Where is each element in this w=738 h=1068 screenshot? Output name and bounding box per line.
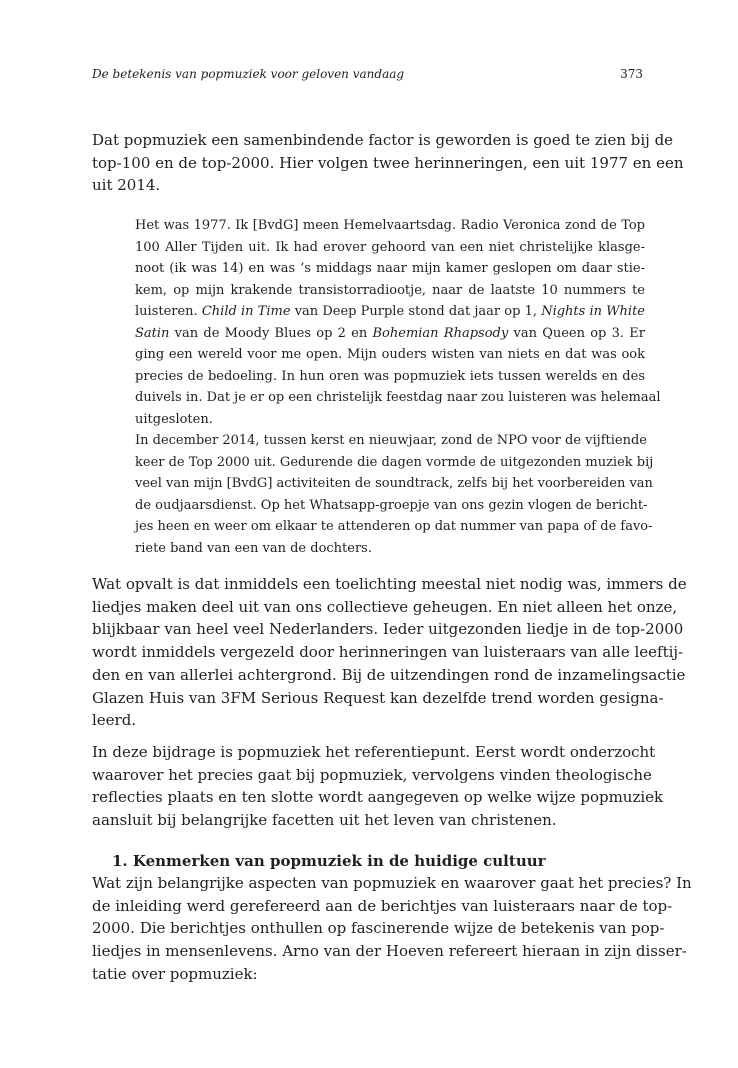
section-heading: 1. Kenmerken van popmuziek in de huidige cultuur [112, 852, 546, 870]
text-line: blijkbaar van heel veel Nederlanders. Ieder uitgezonden liedje in de top-2000 [92, 620, 684, 639]
quote-text: luisteren. [135, 304, 202, 319]
text-line: waarover het precies gaat bij popmuziek, vervolgens vinden theologische [92, 765, 652, 784]
text-line: aansluit bij belangrijke facetten uit het leven van christenen. [92, 811, 557, 830]
block-quote [135, 215, 661, 559]
quote-line: Het was 1977. Ik [BvdG] meen Hemelvaartsdag. Radio Veronica zond de Top [135, 218, 645, 233]
quote-line: In december 2014, tussen kerst en nieuwjaar, zond de NPO voor de vijftiende [135, 433, 647, 448]
song-title-nights-in-white-satin: Nights in White [541, 304, 645, 319]
paragraph-3 [92, 741, 664, 832]
quote-line: de oudjaarsdienst. Op het Whatsapp-groepje van ons gezin vlogen de bericht- [135, 497, 648, 513]
paragraph-4 [92, 872, 692, 986]
quote-line: precies de bedoeling. In hun oren was popmuziek iets tussen werelds en des [135, 368, 645, 384]
text-line: uit 2014. [92, 176, 161, 195]
quote-line: keer de Top 2000 uit. Gedurende die dagen vormde de uitgezonden muziek bij [135, 454, 654, 470]
quote-line: noot (ik was 14) en was ‘s middags naar mijn kamer geslopen om daar stie- [135, 261, 645, 276]
quote-text: van Queen op 3. Er [508, 325, 645, 341]
text-line: liedjes in mensenlevens. Arno van der Hoeven refereert hieraan in zijn disser- [92, 942, 687, 961]
running-head [92, 66, 645, 82]
text-line: Wat opvalt is dat inmiddels een toelichting meestal niet nodig was, immers de [92, 575, 687, 593]
song-title-child-in-time: Child in Time [201, 304, 291, 319]
text-line: wordt inmiddels vergezeld door herinneringen van luisteraars van alle leeftij- [92, 643, 684, 662]
song-title-satin: Satin [135, 325, 170, 341]
paragraph-2 [92, 573, 687, 732]
quote-text: van Deep Purple stond dat jaar op 1, [290, 304, 542, 319]
text-line: 2000. Die berichtjes onthullen op fascinerende wijze de betekenis van pop- [92, 919, 665, 938]
text-line: liedjes maken deel uit van ons collectieve geheugen. En niet alleen het onze, [92, 597, 678, 616]
quote-line: kem, op mijn krakende transistorradiootje, naar de laatste 10 nummers te [135, 282, 645, 298]
quote-line [135, 323, 645, 345]
running-title: De betekenis van popmuziek voor geloven vandaag [92, 67, 405, 81]
text-line: leerd. [92, 711, 137, 730]
text-line: In deze bijdrage is popmuziek het referentiepunt. Eerst wordt onderzocht [92, 743, 656, 761]
text-line: de inleiding werd gerefereerd aan de berichtjes van luisteraars naar de top- [92, 896, 673, 915]
quote-line: veel van mijn [BvdG] activiteiten de soundtrack, zelfs bij het voorbereiden van [135, 476, 653, 491]
quote-line: duivels in. Dat je er op een christelijk feestdag naar zou luisteren was helemaal [135, 390, 661, 405]
text-line: top-100 en de top-2000. Hier volgen twee herinneringen, een uit 1977 en een [92, 153, 684, 172]
text-line: Glazen Huis van 3FM Serious Request kan dezelfde trend worden gesigna- [92, 688, 664, 707]
quote-line: jes heen en weer om elkaar te attenderen op dat nummer van papa of de favo- [135, 519, 653, 534]
text-line: den en van allerlei achtergrond. Bij de uitzendingen rond de inzamelingsactie [92, 665, 686, 684]
page-number: 373 [620, 67, 643, 81]
quote-line: riete band van een van de dochters. [135, 540, 372, 556]
quote-line: ging een wereld voor me open. Mijn ouders wisten van niets en dat was ook [135, 347, 645, 362]
intro-paragraph [92, 129, 684, 197]
quote-line: 100 Aller Tijden uit. Ik had erover gehoord van een niet christelijke klasge- [135, 239, 645, 255]
quote-line [135, 301, 645, 323]
text-line: tatie over popmuziek: [92, 964, 258, 983]
text-line: Wat zijn belangrijke aspecten van popmuziek en waarover gaat het precies? In [92, 874, 692, 892]
quote-line: uitgesloten. [135, 411, 213, 427]
quote-text: van de Moody Blues op 2 en [169, 325, 373, 341]
song-title-bohemian-rhapsody: Bohemian Rhapsody [372, 325, 509, 341]
text-line: reflecties plaats en ten slotte wordt aangegeven op welke wijze popmuziek [92, 788, 664, 807]
text-line: Dat popmuziek een samenbindende factor is geworden is goed te zien bij de [92, 131, 674, 149]
